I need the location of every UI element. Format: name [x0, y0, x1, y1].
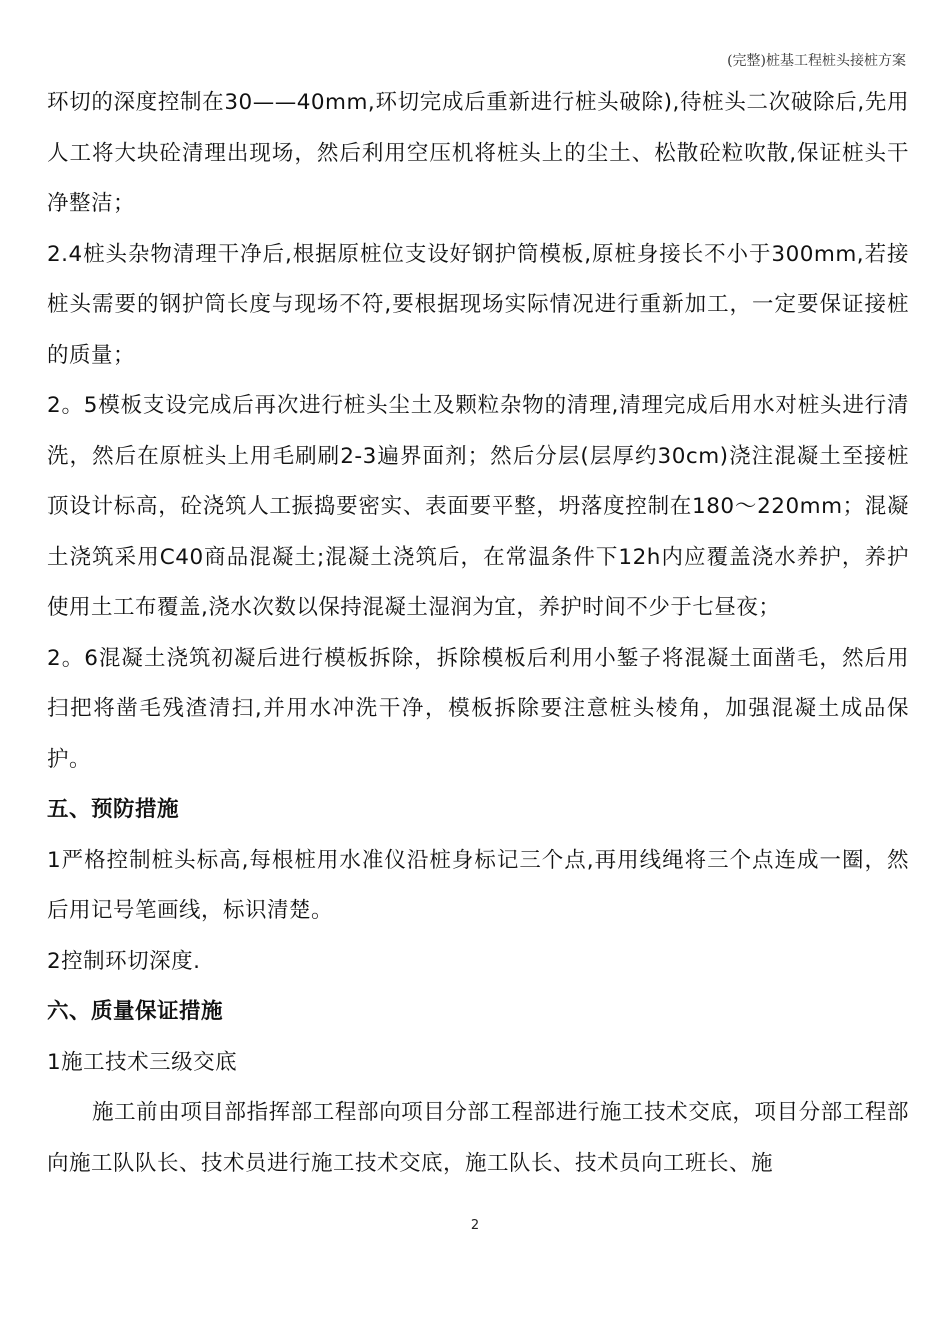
document-body — [47, 78, 909, 1189]
paragraph-2-5: 2。5模板支设完成后再次进行桩头尘土及颗粒杂物的清理,清理完成后用水对桩头进行清洗，然后在原桩头上用毛刷刷2-3遍界面剂；然后分层(层厚约30cm)浇注混凝土至接桩顶设计标高，砼浇筑人工振捣要密实、表面要平整，坍落度控制在180～220mm；混凝土浇筑采用C40商品混凝土;混凝土浇筑后，在常温条件下12h内应覆盖浇水养护，养护使用土工布覆盖,浇水次数以保持混凝土湿润为宜，养护时间不少于七昼夜； — [47, 393, 909, 620]
paragraph-prevention-1: 1严格控制桩头标高,每根桩用水准仪沿桩身标记三个点,再用线绳将三个点连成一圈，然后用记号笔画线，标识清楚。 — [47, 847, 909, 923]
paragraph-prevention-2: 2控制环切深度. — [47, 948, 201, 974]
paragraph-continuation: 环切的深度控制在30——40mm,环切完成后重新进行桩头破除),待桩头二次破除后,先用人工将大块砼清理出现场，然后利用空压机将桩头上的尘土、松散砼粒吹散,保证桩头干净整洁； — [47, 90, 909, 216]
paragraph-quality-1: 1施工技术三级交底 — [47, 1049, 238, 1075]
section-heading-prevention: 五、预防措施 — [47, 797, 180, 822]
running-header: (完整)桩基工程桩头接桩方案 — [727, 53, 906, 69]
page-number: 2 — [470, 1218, 480, 1233]
paragraph-2-4: 2.4桩头杂物清理干净后,根据原桩位支设好钢护筒模板,原桩身接长不小于300mm,若接桩头需要的钢护筒长度与现场不符,要根据现场实际情况进行重新加工，一定要保证接桩的质量； — [47, 241, 909, 368]
paragraph-2-6: 2。6混凝土浇筑初凝后进行模板拆除，拆除模板后利用小錾子将混凝土面凿毛，然后用扫把将凿毛残渣清扫,并用水冲洗干净，模板拆除要注意桩头棱角，加强混凝土成品保护。 — [47, 645, 909, 772]
paragraph-quality-1-body: 施工前由项目部指挥部工程部向项目分部工程部进行施工技术交底，项目分部工程部向施工队队长、技术员进行施工技术交底，施工队长、技术员向工班长、施 — [47, 1100, 909, 1176]
section-heading-quality: 六、质量保证措施 — [47, 999, 224, 1024]
